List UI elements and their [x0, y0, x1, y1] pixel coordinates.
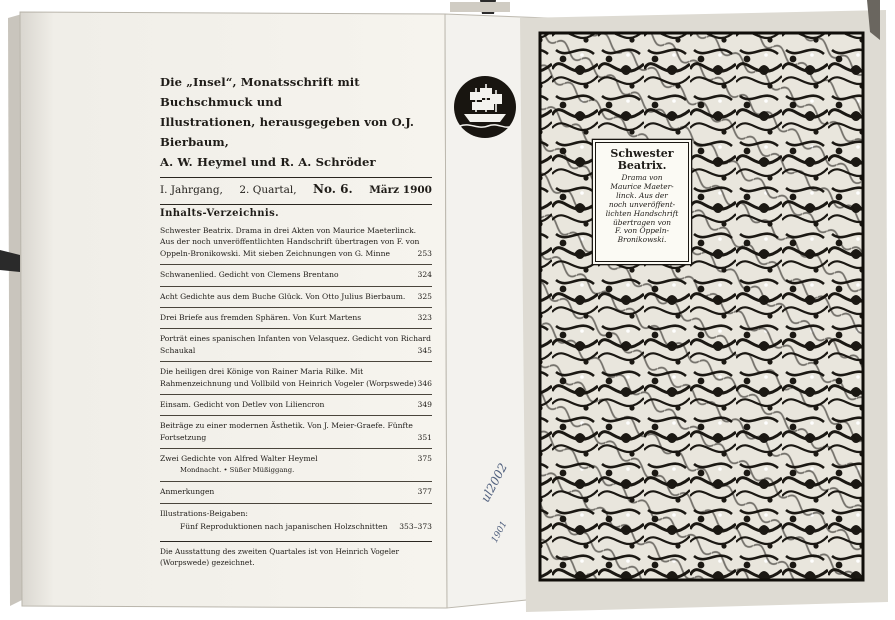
toc-entry-page: 324	[417, 270, 432, 280]
illustrations-entry-text: Fünf Reproduktionen nach japanischen Holzschnitten	[180, 521, 388, 531]
issue-date: März 1900	[369, 184, 432, 196]
toc-entry-text: Einsam. Gedicht von Detlev von Liliencron	[160, 400, 325, 410]
toc-entry-text: Drei Briefe aus fremden Sphären. Von Kurt Martens	[160, 313, 362, 323]
toc-entry	[160, 448, 432, 476]
cartouche-line: Drama von	[621, 173, 663, 182]
toc-entry-page: 345	[417, 345, 432, 355]
toc-entry-text: Beiträge zu einer modernen Ästhetik. Von J. Meier-Graefe. Fünfte Fortsetzung	[160, 421, 413, 442]
illustrations-entry	[160, 521, 432, 532]
toc-entry-text: Zwei Gedichte von Alfred Walter Heymel	[160, 454, 318, 464]
toc-entry	[160, 415, 432, 443]
toc-entry-page: 351	[417, 432, 432, 442]
cartouche-line: Bronikowski.	[617, 235, 667, 245]
toc-title: Inhalts-Verzeichnis.	[160, 208, 280, 219]
library-stamp: ul2002	[478, 460, 511, 505]
toc-entry-page: 346	[417, 378, 432, 388]
toc-entry-page: 325	[417, 291, 432, 301]
illustrations-heading: Illustrations-Beigaben:	[160, 503, 432, 519]
toc-entry-text: Porträt eines spanischen Infanten von Velasquez. Gedicht von Richard Schaukal	[160, 334, 432, 355]
header-line: Illustrationen, herausgegeben von O.J. Bierbaum,	[160, 115, 415, 149]
toc-entry	[160, 328, 432, 356]
toc-entry-page: 253	[417, 248, 432, 258]
toc-entry-text: Schwester Beatrix. Drama in drei Akten von Maurice Maeterlinck. Aus der noch unveröffentlichten Handschrift übertragen von F. von Oppeln-Bronikowski. Mit sieben Zeichnungen von G. Minne	[160, 226, 420, 258]
cartouche-line: F. von Oppeln-	[615, 226, 669, 236]
toc-entry	[160, 264, 432, 280]
illustrations-entry-page: 353–373	[399, 521, 432, 531]
footer-note: Die Ausstattung des zweiten Quartales ist von Heinrich Vogeler (Worpswede) gezeichnet.	[160, 541, 432, 568]
issue-number: No. 6.	[313, 182, 353, 196]
ship-emblem-icon	[452, 74, 518, 140]
cartouche-line: linck. Aus der	[616, 190, 668, 200]
toc-entry-page: 377	[417, 487, 432, 497]
volume-label: I. Jahrgang,	[160, 184, 223, 196]
toc-entry-text: Die heiligen drei Könige von Rainer Maria Rilke. Mit Rahmenzeichnung und Vollbild von Heinrich Vogeler (Worpswede)	[160, 367, 417, 388]
library-stamp-number: 1901	[490, 519, 510, 545]
toc-entry	[160, 394, 432, 410]
toc-entry	[160, 361, 432, 389]
header-line: A. W. Heymel und R. A. Schröder	[160, 155, 376, 169]
toc-entry	[160, 286, 432, 302]
cartouche-line: übertragen von	[613, 217, 671, 227]
title-cartouche	[595, 142, 689, 262]
issue-info	[160, 177, 432, 204]
play-title: Schwester Beatrix.	[610, 147, 674, 172]
header-line: Die „Insel“, Monatsschrift mit Buchschmuck und	[160, 75, 360, 109]
toc-entry-text: Anmerkungen	[160, 487, 215, 497]
journal-header	[160, 72, 432, 172]
toc-entry-page: 349	[417, 400, 432, 410]
toc-entry-page: 323	[417, 313, 432, 323]
quarter-label: 2. Quartal,	[239, 184, 297, 196]
contents-page	[160, 72, 432, 568]
toc-entry	[160, 225, 432, 259]
toc-entry	[160, 481, 432, 497]
toc-entry-page: 375	[417, 454, 432, 464]
toc-subentry: Mondnacht. • Süßer Müßiggang.	[180, 465, 295, 474]
cartouche-line: lichten Handschrift	[605, 208, 679, 218]
cartouche-line: Maurice Maeter-	[610, 181, 674, 191]
toc-entry-text: Acht Gedichte aus dem Buche Glück. Von Otto Julius Bierbaum.	[160, 291, 406, 301]
cartouche-line: noch unveröffent-	[608, 199, 676, 209]
toc-entry-text: Schwanenlied. Gedicht von Clemens Brentano	[160, 270, 339, 280]
toc-entry	[160, 307, 432, 323]
